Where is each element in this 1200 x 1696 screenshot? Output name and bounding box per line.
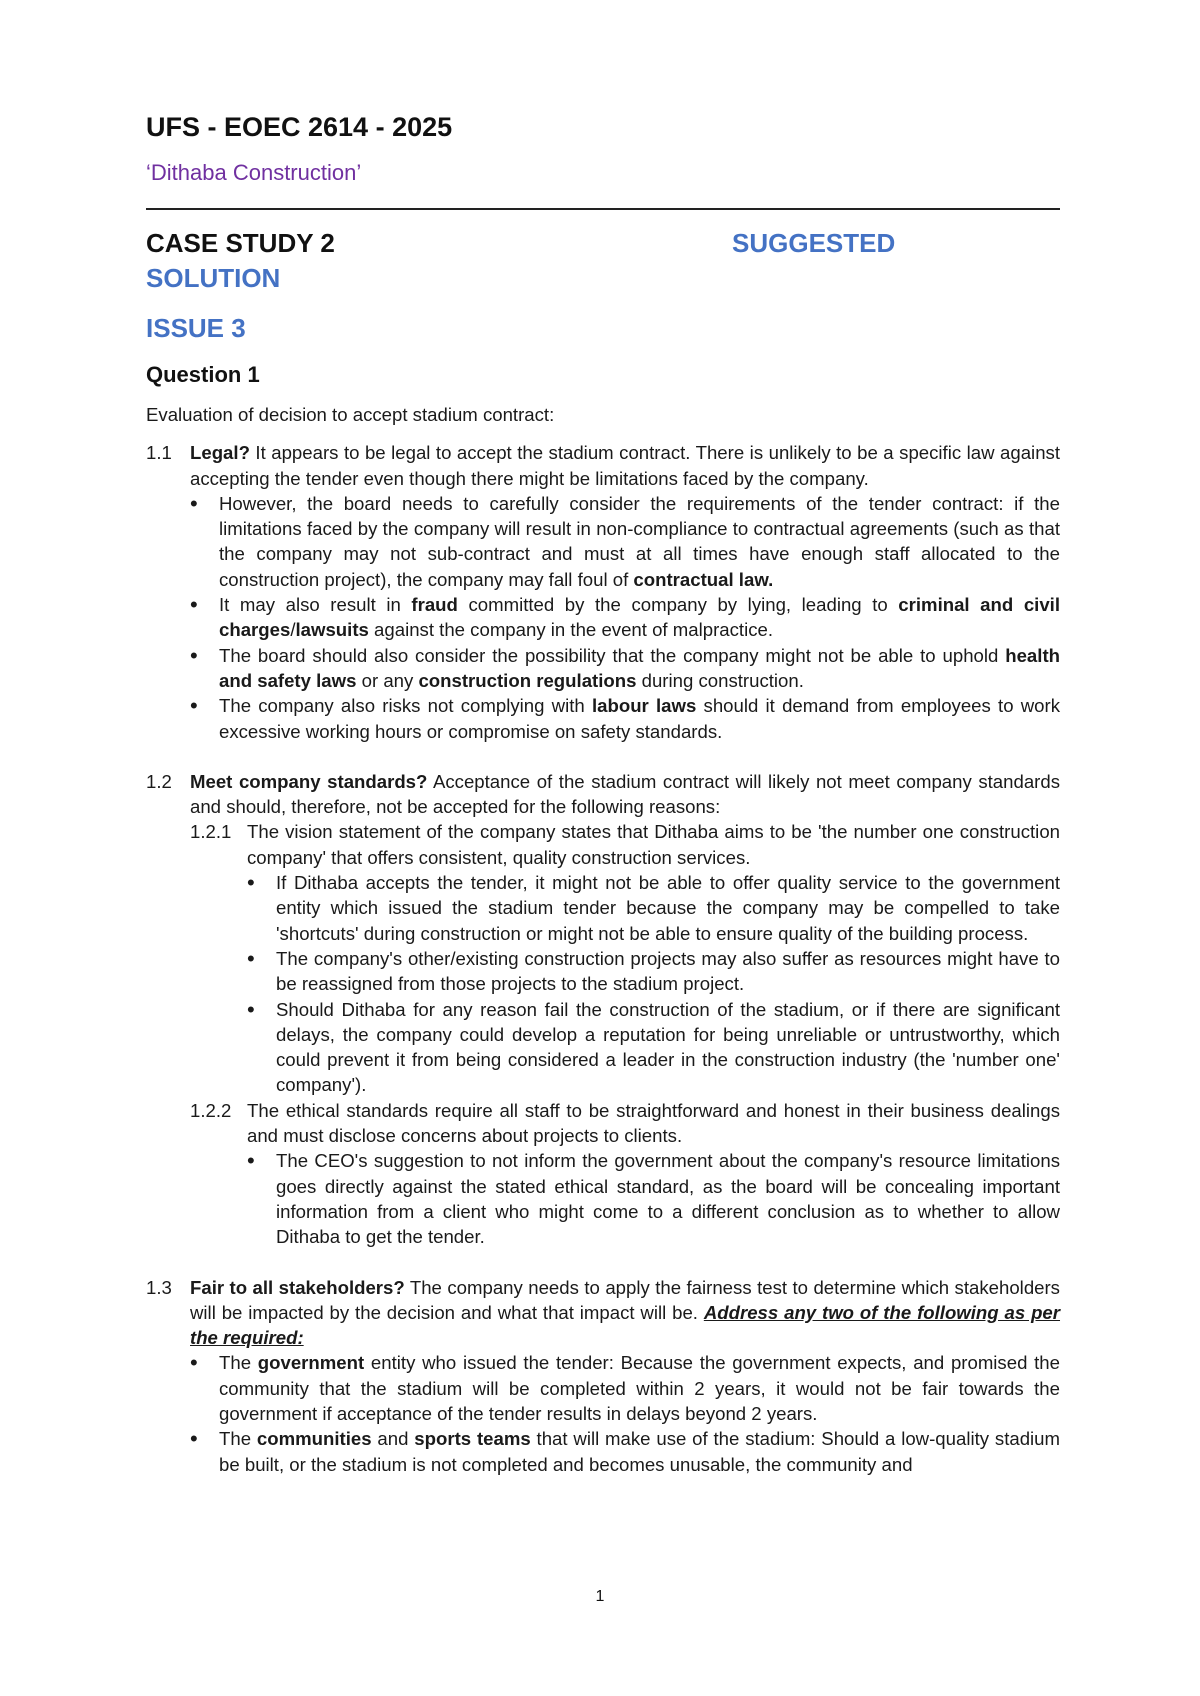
section-heading: Legal? (190, 442, 250, 464)
section-heading: Fair to all stakeholders? (190, 1276, 405, 1298)
document-title: UFS - EOEC 2614 - 2025 (146, 112, 453, 142)
section-number: 1.1 (146, 442, 172, 464)
section-lead (190, 1275, 1060, 1351)
list-item: • The company also risks not complying with labour laws should it demand from employees to work excessive working hours or compromise on safety standards. (190, 693, 1060, 744)
list-item: • The government entity who issued the tender: Because the government expects, and promised the community that the stadium will be completed within 2 years, it would not be fair towards the government if acceptance of the tender results in delays beyond 2 years. (190, 1350, 1060, 1426)
bullet-list (190, 491, 1060, 744)
emphasis-note: Address any two of the following as per the required: (190, 1301, 1061, 1349)
subsection-text: The ethical standards require all staff to be straightforward and honest in their business dealings and must disclose concerns about projects to clients. (247, 1099, 1060, 1147)
list-item: • It may also result in fraud committed by the company by lying, leading to criminal and civil charges/lawsuits against the company in the event of malpractice. (190, 592, 1060, 643)
subsection-number: 1.2.2 (190, 1099, 232, 1121)
section-1-1 (146, 440, 1060, 744)
question-heading: Question 1 (146, 362, 260, 387)
document-subtitle: ‘Dithaba Construction’ (146, 160, 362, 185)
subsection-1-2-1 (190, 819, 1060, 1097)
spacer (146, 744, 1060, 769)
section-text: The company needs to apply the fairness test to determine which stakeholders will be impacted by the decision and what that impact will be. (190, 1276, 1060, 1323)
list-item: • The communities and sports teams that will make use of the stadium: Should a low-quality stadium be built, or the stadium is not completed and becomes unusable, the community and (190, 1426, 1060, 1477)
list-item: • The board should also consider the possibility that the company might not be able to uphold health and safety laws or any construction regulations during construction. (190, 643, 1060, 694)
list-item: • However, the board needs to carefully consider the requirements of the tender contract: if the limitations faced by the company will result in non-compliance to contractual agreements (such as that the company may not sub-contract and must at all times have enough staff allocated to the construction project), the company may fall foul of contractual law. (190, 491, 1060, 592)
list-item: • The company's other/existing construction projects may also suffer as resources might have to be reassigned from those projects to the stadium project. (247, 946, 1060, 997)
bullet-list (190, 1350, 1060, 1476)
case-study-label: CASE STUDY 2 (146, 228, 335, 258)
suggested-label: SUGGESTED (732, 228, 896, 258)
intro-text: Evaluation of decision to accept stadium contract: (146, 404, 555, 425)
section-heading: Meet company standards? (190, 770, 428, 792)
section-1-3 (146, 1275, 1060, 1477)
list-item: • Should Dithaba for any reason fail the construction of the stadium, or if there are significant delays, the company could develop a reputation for being unreliable or untrustworthy, which could prevent it from being considered a leader in the construction industry (the 'number one' company'). (247, 997, 1060, 1098)
section-number: 1.3 (146, 1276, 172, 1298)
issue-heading: ISSUE 3 (146, 313, 246, 343)
subsection-text: The vision statement of the company states that Dithaba aims to be 'the number one construction company' that offers consistent, quality construction services. (247, 821, 1060, 868)
list-item: • The CEO's suggestion to not inform the government about the company's resource limitations goes directly against the stated ethical standard, as the board will be concealing important information from a client who might come to a different conclusion as to whether to allow Dithaba to get the tender. (247, 1148, 1060, 1249)
section-1-2 (146, 769, 1060, 1250)
header-divider (146, 208, 1060, 210)
section-text: Acceptance of the stadium contract will likely not meet company standards and should, therefore, not be accepted for the following reasons: (190, 770, 1061, 818)
page-content (146, 110, 1060, 1477)
section-number: 1.2 (146, 770, 172, 792)
subsection-1-2-2 (190, 1098, 1060, 1250)
page-number: 1 (595, 1588, 605, 1605)
bullet-list (247, 870, 1060, 1098)
section-text: It appears to be legal to accept the stadium contract. There is unlikely to be a specific law against accepting the tender even though there might be limitations faced by the company. (190, 442, 1060, 489)
spacer (146, 1250, 1060, 1275)
subsection-number: 1.2.1 (190, 821, 232, 843)
section-lead (190, 440, 1060, 491)
bullet-list (247, 1148, 1060, 1249)
solution-label: SOLUTION (146, 263, 281, 293)
case-heading (146, 226, 1060, 261)
section-lead (190, 769, 1060, 820)
list-item: • If Dithaba accepts the tender, it might not be able to offer quality service to the government entity which issued the stadium tender because the company may be compelled to take 'shortcuts' during construction or might not be able to ensure quality of the building process. (247, 870, 1060, 946)
